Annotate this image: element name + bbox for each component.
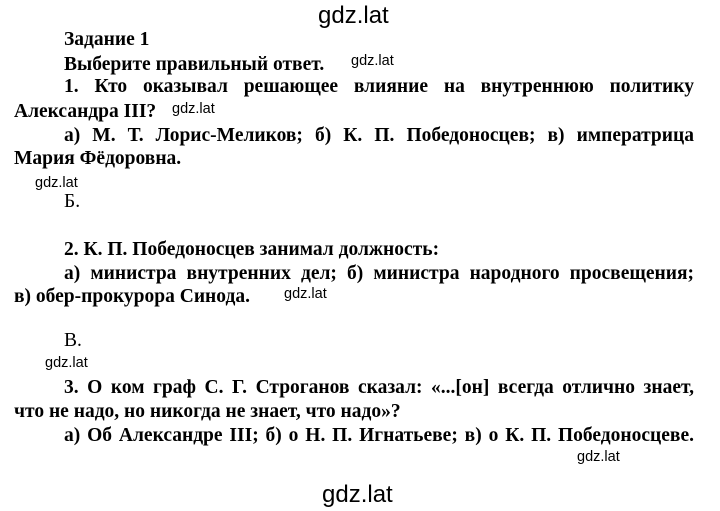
question-3-line-2: что не надо, но никогда не знает, что надо»?	[14, 401, 401, 422]
question-3-options-line-1: а) Об Александре III; б) о Н. П. Игнатьеве; в) о К. П. Победоносцеве.	[64, 425, 694, 446]
watermark-top: gdz.lat	[318, 2, 389, 29]
watermark-bottom: gdz.lat	[322, 481, 393, 508]
question-2-options-line-2: в) обер-прокурора Синода.	[14, 286, 250, 307]
question-2-options-line-1: а) министра внутренних дел; б) министра народного просвещения;	[64, 263, 694, 284]
question-3-line-1: 3. О ком граф С. Г. Строганов сказал: «...[он] всегда отлично знает,	[64, 377, 694, 398]
watermark-after-q1: gdz.lat	[172, 101, 215, 117]
question-1-options-line-1: а) М. Т. Лорис-Меликов; б) К. П. Победоносцев; в) императрица	[64, 125, 694, 146]
question-1-options-line-2: Мария Фёдоровна.	[14, 148, 182, 169]
watermark-after-q3-options: gdz.lat	[577, 449, 620, 465]
question-1-line-1: 1. Кто оказывал решающее влияние на внутреннюю политику	[64, 76, 694, 97]
watermark-before-q3: gdz.lat	[45, 355, 88, 371]
watermark-before-answer-1: gdz.lat	[35, 175, 78, 191]
watermark-after-q2-options: gdz.lat	[284, 286, 327, 302]
task-instruction: Выберите правильный ответ.	[64, 54, 325, 75]
question-2-line-1: 2. К. П. Победоносцев занимал должность:	[64, 239, 440, 260]
question-2-answer: В.	[64, 330, 82, 351]
watermark-after-instruction: gdz.lat	[351, 53, 394, 69]
question-1-line-2: Александра III?	[14, 101, 157, 122]
question-1-answer: Б.	[64, 191, 81, 212]
task-title: Задание 1	[64, 29, 150, 50]
